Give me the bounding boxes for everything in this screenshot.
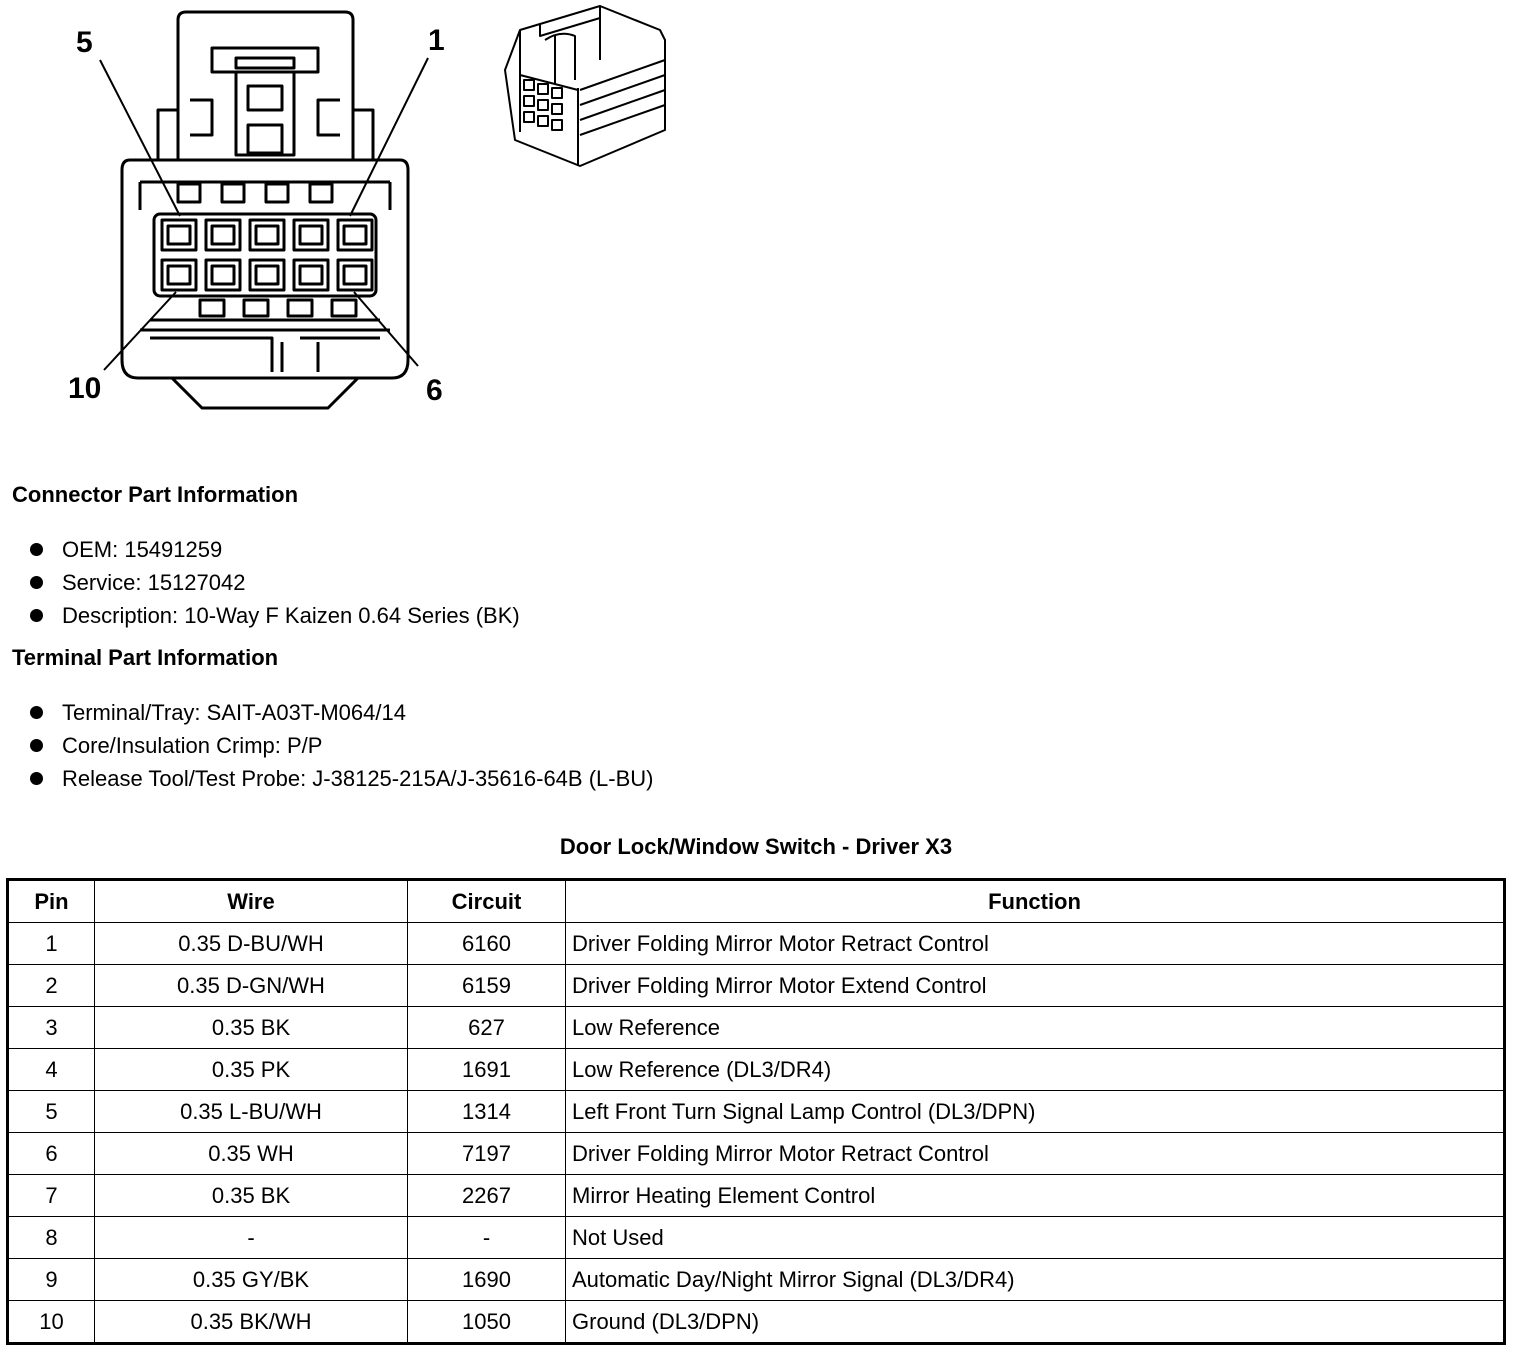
circuit-cell: 1691: [408, 1049, 566, 1091]
list-item: Terminal/Tray: SAIT-A03T-M064/14: [28, 696, 653, 729]
bullet-icon: [30, 772, 43, 785]
wire-cell: 0.35 PK: [95, 1049, 408, 1091]
table-row: [8, 1091, 1505, 1133]
wire-cell: 0.35 L-BU/WH: [95, 1091, 408, 1133]
pin-cell: 3: [8, 1007, 95, 1049]
list-item: OEM: 15491259: [28, 533, 520, 566]
table-row: [8, 1049, 1505, 1091]
circuit-cell: 1690: [408, 1259, 566, 1301]
circuit-cell: -: [408, 1217, 566, 1259]
circuit-cell: 1314: [408, 1091, 566, 1133]
pin-cell: 10: [8, 1301, 95, 1344]
column-header-pin: Pin: [8, 880, 95, 923]
table-title: Door Lock/Window Switch - Driver X3: [559, 834, 953, 859]
table-row: [8, 1217, 1505, 1259]
pin-cell: 9: [8, 1259, 95, 1301]
list-item: Release Tool/Test Probe: J-38125-215A/J-35616-64B (L-BU): [28, 762, 653, 795]
wire-cell: -: [95, 1217, 408, 1259]
table-row: [8, 965, 1505, 1007]
pin-label-6: 6: [426, 374, 443, 407]
wire-cell: 0.35 BK: [95, 1007, 408, 1049]
wire-cell: 0.35 BK/WH: [95, 1301, 408, 1344]
function-cell: Driver Folding Mirror Motor Retract Control: [566, 923, 1505, 965]
bullet-icon: [30, 739, 43, 752]
circuit-cell: 1050: [408, 1301, 566, 1344]
function-cell: Driver Folding Mirror Motor Retract Control: [566, 1133, 1505, 1175]
list-item: Description: 10-Way F Kaizen 0.64 Series (BK): [28, 599, 520, 632]
function-cell: Automatic Day/Night Mirror Signal (DL3/DR4): [566, 1259, 1505, 1301]
table-header-row: [8, 880, 1505, 923]
wire-cell: 0.35 D-GN/WH: [95, 965, 408, 1007]
connector-part-info-list: [28, 533, 520, 632]
pin-label-5: 5: [76, 26, 93, 59]
connector-diagram: [0, 0, 700, 420]
table-row: [8, 1007, 1505, 1049]
pin-cell: 1: [8, 923, 95, 965]
bullet-icon: [30, 609, 43, 622]
pin-cell: 4: [8, 1049, 95, 1091]
connector-part-info-heading: Connector Part Information: [12, 482, 299, 507]
terminal-part-info-list: [28, 696, 653, 795]
circuit-cell: 2267: [408, 1175, 566, 1217]
pin-cell: 6: [8, 1133, 95, 1175]
bullet-icon: [30, 543, 43, 556]
circuit-cell: 7197: [408, 1133, 566, 1175]
function-cell: Left Front Turn Signal Lamp Control (DL3/DPN): [566, 1091, 1505, 1133]
table-row: [8, 1175, 1505, 1217]
connector-isometric-view: [505, 6, 665, 166]
pin-cell: 7: [8, 1175, 95, 1217]
column-header-wire: Wire: [95, 880, 408, 923]
table-row: [8, 1301, 1505, 1344]
circuit-cell: 6159: [408, 965, 566, 1007]
function-cell: Ground (DL3/DPN): [566, 1301, 1505, 1344]
pin-cell: 5: [8, 1091, 95, 1133]
function-cell: Low Reference: [566, 1007, 1505, 1049]
pin-label-10: 10: [68, 372, 102, 405]
bullet-icon: [30, 706, 43, 719]
function-cell: Not Used: [566, 1217, 1505, 1259]
function-cell: Driver Folding Mirror Motor Extend Control: [566, 965, 1505, 1007]
wire-cell: 0.35 GY/BK: [95, 1259, 408, 1301]
column-header-function: Function: [566, 880, 1505, 923]
function-cell: Low Reference (DL3/DR4): [566, 1049, 1505, 1091]
function-cell: Mirror Heating Element Control: [566, 1175, 1505, 1217]
connector-face-view: [100, 12, 428, 408]
list-item: Core/Insulation Crimp: P/P: [28, 729, 653, 762]
bullet-icon: [30, 576, 43, 589]
wire-cell: 0.35 D-BU/WH: [95, 923, 408, 965]
pin-label-1: 1: [428, 24, 445, 57]
column-header-circuit: Circuit: [408, 880, 566, 923]
circuit-cell: 627: [408, 1007, 566, 1049]
pin-cell: 2: [8, 965, 95, 1007]
list-item: Service: 15127042: [28, 566, 520, 599]
circuit-cell: 6160: [408, 923, 566, 965]
wire-cell: 0.35 BK: [95, 1175, 408, 1217]
pin-table: [6, 878, 1506, 1345]
table-row: [8, 923, 1505, 965]
table-row: [8, 1133, 1505, 1175]
pin-cell: 8: [8, 1217, 95, 1259]
terminal-part-info-heading: Terminal Part Information: [12, 645, 279, 670]
wire-cell: 0.35 WH: [95, 1133, 408, 1175]
table-row: [8, 1259, 1505, 1301]
